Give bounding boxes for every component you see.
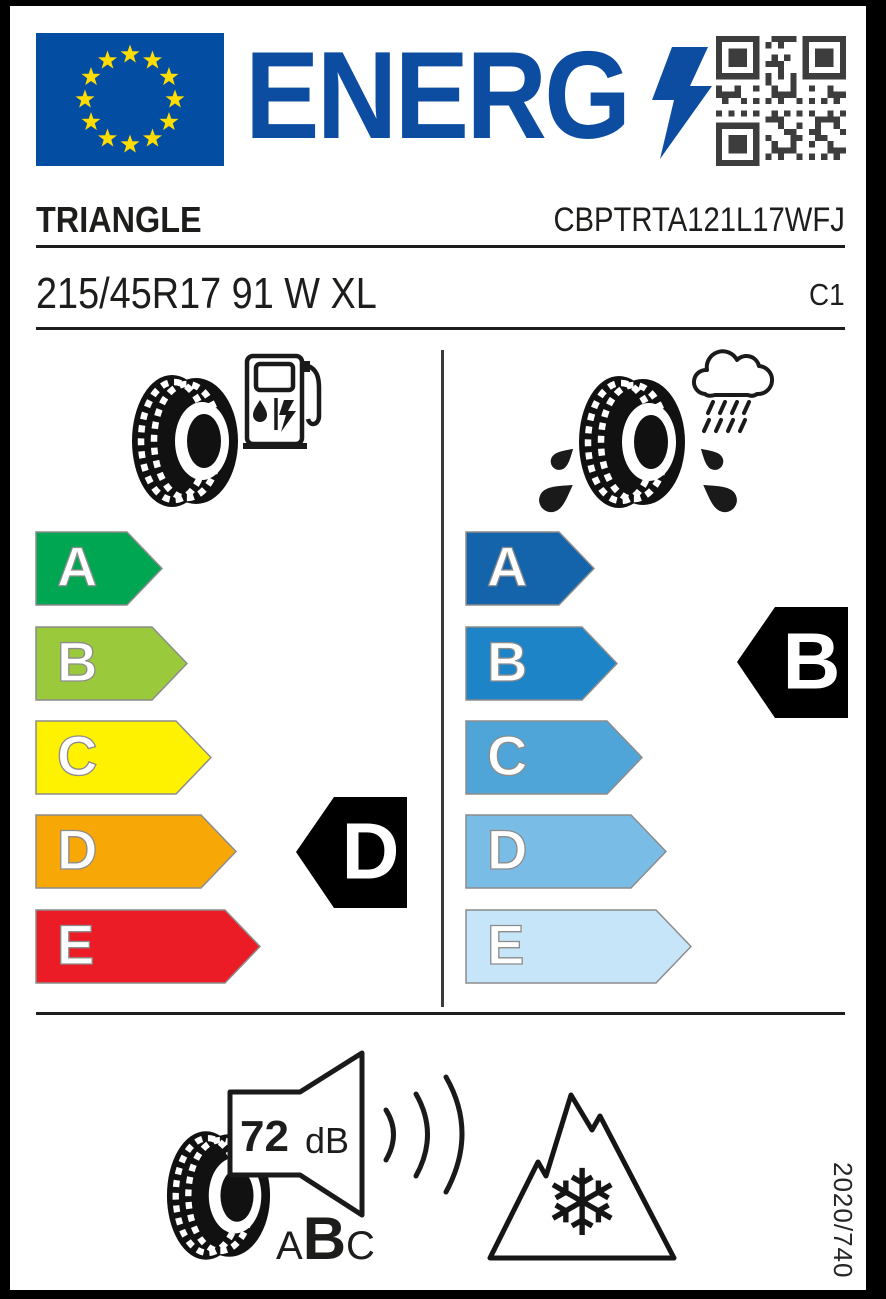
fuel-efficiency-rating: D: [341, 805, 400, 895]
scale-letter: C: [57, 723, 98, 787]
tire-icon: [130, 373, 240, 509]
label-border-bottom: [0, 1290, 886, 1299]
regulation-number: 2020/740: [828, 1162, 858, 1279]
energy-logo-text: ENERG: [245, 27, 629, 165]
eu-flag-icon: [36, 33, 224, 166]
brand-name: TRIANGLE: [36, 199, 202, 240]
noise-class-letter-B: B: [302, 1205, 347, 1272]
scale-letter: D: [487, 817, 528, 881]
scale-letter: E: [487, 912, 525, 976]
fuel-efficiency-class-D: [35, 814, 237, 889]
wet-grip-class-B: [465, 626, 618, 701]
wet-grip-class-A: [465, 531, 595, 606]
scale-letter: B: [57, 629, 98, 693]
snowflake-icon: ❄: [543, 1150, 621, 1257]
tire-class: C1: [809, 277, 845, 312]
wet-grip-class-D: [465, 814, 667, 889]
scale-letter: A: [487, 534, 528, 598]
noise-class-letter-C: C: [346, 1224, 375, 1268]
fuel-efficiency-class-B: [35, 626, 188, 701]
label-border-left: [0, 0, 10, 1299]
label-border-top: [0, 0, 886, 6]
scale-letter: D: [57, 817, 98, 881]
fuel-efficiency-class-A: [35, 531, 163, 606]
divider-line: [36, 245, 845, 248]
model-code: CBPTRTA121L17WFJ: [553, 201, 845, 239]
divider-line: [36, 1012, 845, 1015]
fuel-efficiency-class-E: [35, 909, 261, 984]
label-border-right: [866, 0, 886, 1299]
center-divider: [441, 350, 444, 1007]
noise-class-scale: [276, 1204, 375, 1273]
fuel-efficiency-rating-arrow: [296, 797, 407, 908]
fuel-efficiency-class-C: [35, 720, 212, 795]
tire-size-designation: 215/45R17 91 W XL: [36, 269, 377, 318]
lightning-bolt-icon: [650, 46, 714, 160]
rain-cloud-icon: [683, 346, 785, 440]
scale-letter: A: [57, 534, 98, 598]
noise-class-letter-A: A: [276, 1224, 303, 1268]
fuel-pump-icon: [243, 348, 323, 454]
scale-letter: C: [487, 723, 528, 787]
wet-grip-rating: B: [782, 615, 841, 705]
noise-unit: dB: [305, 1120, 350, 1161]
qr-code: [716, 36, 846, 166]
noise-value: 72: [240, 1112, 289, 1161]
scale-letter: B: [487, 629, 528, 693]
water-splash-icon: [535, 430, 755, 525]
wet-grip-class-C: [465, 720, 643, 795]
wet-grip-class-E: [465, 909, 692, 984]
divider-line: [36, 327, 845, 330]
wet-grip-rating-arrow: [737, 607, 848, 718]
scale-letter: E: [57, 912, 95, 976]
sound-waves-icon: [378, 1068, 468, 1200]
